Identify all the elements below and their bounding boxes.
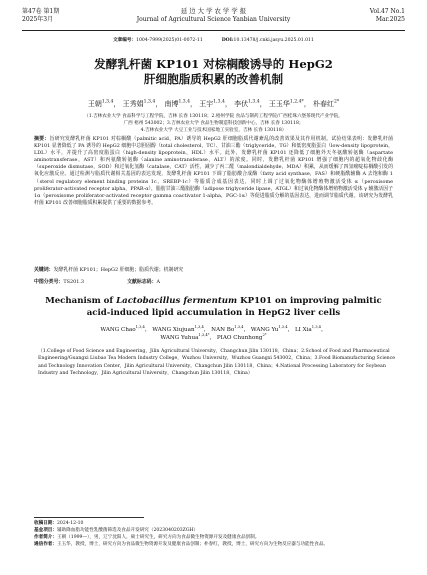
affiliations-en-text: （1.College of Food Science and Engineering，Jilin Agricultural University，Changchun Jilin 130118，China；2.School of Food and Pharmaceutical Engineering/Guangxi Liubao Tea Modern Industry College，Wuzhou University，Wuzhou Guangxi 543002，China；3.Food Biomanufacturing Science and Technology Innovation Center，Jilin Agricultural University，Changchun Jilin 130118，China；4.National Processing Laboratory for Soybean Industry and Technology，Jilin Agricultural University，Changchun Jilin 130118，China） — [38, 349, 396, 377]
footnote-author-bio: 作者简介：王朝（1999—），男，辽宁沈阳人，硕士研究生，研究方向为食品微生物资源开发及健康食品创制。 — [34, 535, 260, 540]
author-en: PIAO Chunhong$^{2*}$ — [216, 333, 267, 342]
keywords-cn — [34, 267, 393, 274]
author-en: WANG Chao$^{1,3,4}$ — [100, 325, 145, 333]
affiliation-cn-line: 广西 梧州 543002；3.吉林农业大学 食品生物制造科技创新中心，吉林 长春 130118； — [123, 121, 304, 126]
title-cn-line-2: 肝细胞脂质积累的改善机制 — [143, 72, 284, 86]
author-cn: 王秀娟$^{1,3,4}$ — [122, 99, 156, 108]
header-right — [370, 8, 405, 23]
header-volume-en: Vol.47 No.1 — [369, 8, 405, 15]
clc-label: 中图分类号： — [34, 279, 64, 285]
title-en-line-1: Mechanism of Lactobacillus fermentum KP101 on improving palmitic — [45, 296, 382, 306]
doc-code-value: A — [156, 279, 161, 285]
author-en: NAN Bo$^{1,3,4}$ — [211, 325, 244, 333]
title-cn — [22, 57, 405, 87]
author-cn: 南博$^{1,3,4}$ — [164, 99, 191, 108]
clc-value: TS201.3 — [63, 279, 84, 285]
title-en-species: Lactobacillus fermentum — [116, 296, 238, 306]
author-en: WANG Yuhua$^{1,3,4*}$ — [160, 333, 210, 342]
author-en: WANG Yu$^{1,3,4}$ — [250, 325, 288, 333]
header-date-cn: 2025年3月 — [22, 15, 54, 23]
author-cn: 王宇$^{1,3,4}$ — [199, 99, 225, 108]
affiliations-en — [38, 348, 397, 378]
title-en — [22, 296, 405, 319]
article-meta — [22, 37, 405, 43]
authors-en: WANG Chao$^{1,3,4}$， WANG Xiujuan$^{1,3,4}$， NAN Bo$^{1,3,4}$， WANG Yu$^{1,3,4}$， LI Xia$^{1,3,4}$， WANG Yuhua$^{1,3,4*}$， PIAO Chunhong$^{2*}$ — [100, 325, 327, 342]
author-cn: 朴春红$^{2*}$ — [312, 99, 340, 108]
header-volume-cn: 第47卷 第1期 — [22, 8, 60, 15]
keywords-cn-label: 关键词： — [34, 267, 54, 273]
author-en: WANG Xiujuan$^{1,3,4}$ — [152, 325, 204, 333]
keywords-cn-text: 发酵乳杆菌 KP101；HepG2 肝细胞；脂质代谢；机制研究 — [53, 267, 184, 273]
doc-code-label: 文献标志码： — [127, 279, 157, 285]
title-en-line-2: acid-induced lipid accumulation in HepG2 liver cells — [86, 307, 341, 318]
header-rule — [22, 30, 405, 31]
header-journal-cn: 延 边 大 学 农 学 学 报 — [180, 7, 247, 15]
footnote-fund: 基金项目：辅助降血脂功能性乳酸菌筛选及食品开发研究（2023040203ZGH） — [34, 528, 199, 533]
author-cn: 王朝$^{1,3,4}$ — [87, 99, 114, 108]
header-date-en: Mar.2025 — [375, 15, 405, 23]
title-cn-line-1: 发酵乳杆菌 KP101 对棕榈酸诱导的 HepG2 — [94, 57, 333, 71]
affiliation-cn-line: （1.吉林农业大学 食品科学与工程学院，吉林 长春 130118；2.梧州学院 食品与制药工程学院/广西桂珠六堡茶现代产业学院， — [84, 114, 343, 119]
abstract-cn-label: 摘要： — [34, 136, 50, 142]
affiliation-cn-line: 4.吉林农业大学 大豆工业与技术国家地工实验室，吉林 长春 130118） — [140, 128, 287, 133]
footnotes — [34, 520, 397, 548]
header-journal-en: Journal of Agricultural Science Yanbian University — [136, 15, 291, 23]
authors-cn: 王朝$^{1,3,4}$， 王秀娟$^{1,3,4}$， 南博$^{1,3,4}$， 王宇$^{1,3,4}$， 李伏$^{1,3,4}$， 王玉华$^{1,2,4*}$， 朴春红$^{2*}$ — [87, 99, 340, 108]
footnote-corresponding: 通信作者：王玉华，教授，博士，研究方向为食品微生物资源开发及健康食品创制；朴春红，教授，博士，研究方向为生物反应器与功能性食品。 — [34, 542, 329, 547]
doi-label: DOI: — [221, 38, 234, 43]
doi-value: 10.13478/j.cnki.jasyu.2025.01.011 — [233, 38, 314, 43]
author-cn: 李伏$^{1,3,4}$ — [234, 99, 260, 108]
article-number: 1004-7999(2025)01-0072-11 — [136, 38, 203, 43]
abstract-cn — [34, 136, 393, 207]
footnote-received: 收稿日期：2024-12-10 — [34, 521, 84, 526]
author-cn: 王玉华$^{1,2,4*}$ — [268, 99, 304, 108]
header-center — [22, 8, 405, 23]
author-en: LI Xia$^{1,3,4}$ — [294, 325, 321, 333]
affiliations-cn — [22, 113, 405, 134]
footnote-rule — [34, 517, 144, 518]
abstract-cn-text: 旨研究发酵乳杆菌 KP101 对棕榈酸（palmitic acid，PA）诱导的 HepG2 肝细胞脂质代谢紊乱的改善效果及其作用机制。试验结果表明：发酵乳杆菌 KP101 显著降低了 PA 诱导的 HepG2 细胞中总胆固醇（total cholesterol，TC）、甘油三酯（triglyceride，TG）和低密度脂蛋白（low-density lipoprotein，LDL）水平，并提升了高密度脂蛋白（high-density lipoprotein，HDL）水平。此外，发酵乳杆菌 KP101 还降低了细胞外天冬氨酸转氨酶（aspartate aminotransferase，AST）和丙氨酸转氨酶（alanine aminotransferase，ALT）的浓度。同时，发酵乳杆菌 KP101 增强了细胞内的超氧化物歧化酶（superoxide dismutase，SOD）和过氧化氢酶（catalase，CAT）活性，减少了丙二醛（malondialdehyde，MDA）积累，从而缓解了四氢嘧啶棕榈酸引发的氧化应激反应。通过检测与脂质代谢相关基因的表达发现，发酵乳杆菌 KP101 下调了脂肪酸合成酶（fatty acid synthase，FAS）和硬脂酰辅酶 A 去饱和酶 1（sterol regulatory element binding proteins 1c，SREBP-1c）等脂质合成基因表达，同时上调了过氧化物酶体增殖物激活受体 α（peroxisome proliferator-activated receptor alpha，PPAR-α），脂肪甘油三酯脂肪酶（adipose triglyceride lipase，ATGL）和过氧化物酶体增殖物激活受体 γ 辅激活因子 1α（peroxisome proliferator-activated receptor gamma coactivator 1-alpha，PGC-1α）等促进脂质分解的基因表达，进而调节脂质代谢。该研究为发酵乳杆菌 KP101 改善细胞脂质积累提供了重要的数据参考。 — [34, 136, 393, 206]
classification-line — [34, 279, 393, 286]
article-number-label: 文章编号： — [113, 38, 137, 43]
